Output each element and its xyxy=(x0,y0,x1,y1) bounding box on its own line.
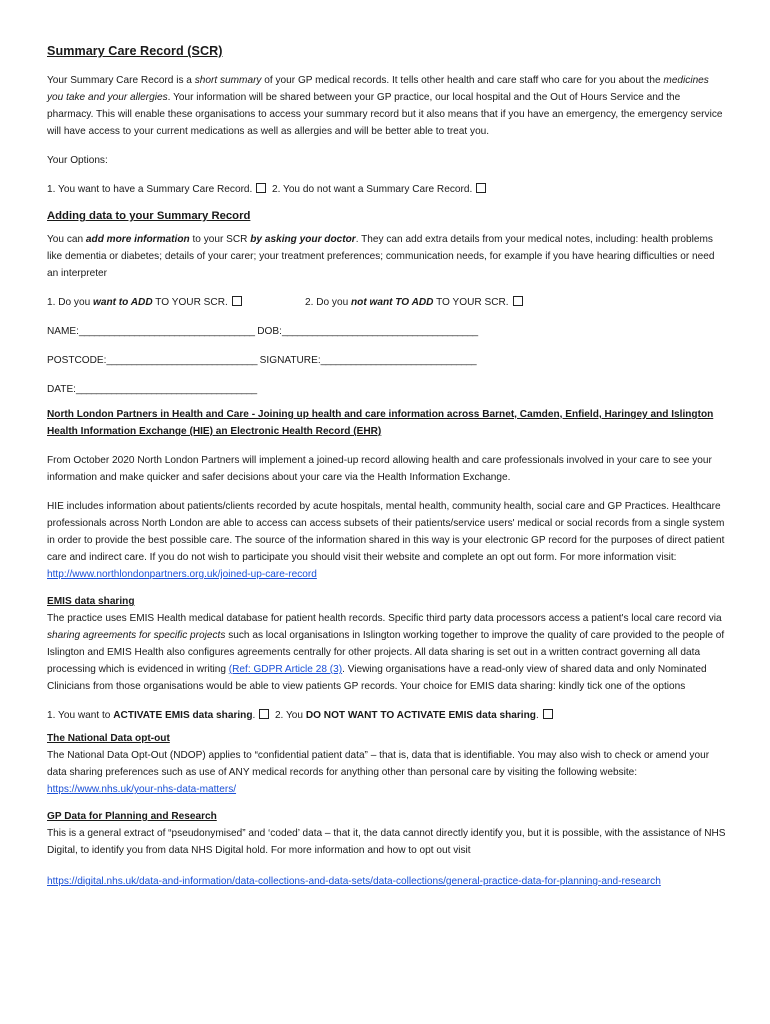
scr-option-1-checkbox[interactable] xyxy=(256,183,266,193)
add-option-2-emphasis: not want TO ADD xyxy=(351,297,434,308)
adding-data-heading: Adding data to your Summary Record xyxy=(47,210,251,222)
scr-options-row xyxy=(47,181,727,198)
name-label: NAME: xyxy=(47,326,79,337)
postcode-signature-row xyxy=(47,352,727,369)
emis-text-1: The practice uses EMIS Health medical database for patient health records. Specific third party data processors access a patient's local care record via xyxy=(47,613,722,624)
nlp-paragraph-1: From October 2020 North London Partners will implement a joined-up record allowing health and care professionals involved in your care to see your information and make quicker and safer decisions about your care via the Health Information Exchange. xyxy=(47,455,712,483)
intro-text-1: Your Summary Care Record is a xyxy=(47,75,195,86)
emis-heading: EMIS data sharing xyxy=(47,596,135,607)
signature-field[interactable]: _______________________________ xyxy=(320,355,477,366)
gp-data-heading: GP Data for Planning and Research xyxy=(47,811,217,822)
page-title: Summary Care Record (SCR) xyxy=(47,44,223,58)
add-option-1-post: TO YOUR SCR. xyxy=(152,297,228,308)
adding-text-1: You can xyxy=(47,234,86,245)
scr-option-2-checkbox[interactable] xyxy=(476,183,486,193)
emis-option-1-checkbox[interactable] xyxy=(259,709,269,719)
date-row xyxy=(47,381,727,398)
date-field[interactable]: ____________________________________ xyxy=(75,384,257,395)
add-options-row xyxy=(47,294,727,311)
emis-options-row xyxy=(47,707,727,724)
name-field[interactable]: ___________________________________ xyxy=(78,326,255,337)
document-page xyxy=(47,44,727,890)
adding-emphasis-2: by asking your doctor xyxy=(250,234,356,245)
add-option-2-pre: 2. Do you xyxy=(305,297,352,308)
postcode-field[interactable]: ______________________________ xyxy=(106,355,257,366)
intro-emphasis-2: medicines you take and your allergies xyxy=(47,75,709,103)
postcode-label: POSTCODE: xyxy=(47,355,107,366)
adding-data-paragraph xyxy=(47,231,727,282)
emis-paragraph xyxy=(47,610,727,695)
scr-option-2-label: 2. You do not want a Summary Care Record. xyxy=(271,184,473,195)
ndop-heading: The National Data opt-out xyxy=(47,733,170,744)
emis-option-1-pre: 1. You want to xyxy=(47,710,114,721)
add-option-1 xyxy=(47,294,305,311)
add-option-2-checkbox[interactable] xyxy=(513,296,523,306)
scr-option-1-label: 1. You want to have a Summary Care Record. xyxy=(47,184,253,195)
emis-option-1-bold: ACTIVATE EMIS data sharing xyxy=(113,710,253,721)
emis-option-1-post: . xyxy=(252,710,256,721)
add-option-1-checkbox[interactable] xyxy=(232,296,242,306)
gp-data-link-row xyxy=(47,873,727,890)
date-label: DATE: xyxy=(47,384,76,395)
emis-option-2-pre: 2. You xyxy=(274,710,306,721)
nlp-paragraph-2-text: HIE includes information about patients/clients recorded by acute hospitals, mental health, community health, social care and GP Practices. Healthcare professionals across North London are able to access can access subsets of their patients/service users' medical or social records from a single system in order to provide the best possible care. The source of the information shared in this way is your electronic GP record for the purposes of direct patient care and indirect care. If you do not wish to participate you should visit their website and complete an opt out form. For more information visit: xyxy=(47,501,725,563)
emis-text-2: such as local organisations in Islington working together to improve the quality of care provided to the people of Islington and EMIS Health also configures agreements centrally for other projects. All data sharing is set out in a written contract governing all data processing which is evidenced in writing xyxy=(47,630,725,675)
gp-data-paragraph: This is a general extract of “pseudonymised” and ‘coded’ data – that it, the data cannot directly identify you, but it is possible, with the assistance of NHS Digital, to identify you from data NHS Digital hold. For more information and how to opt out visit xyxy=(47,828,726,856)
add-option-2-post: TO YOUR SCR. xyxy=(433,297,509,308)
signature-label: SIGNATURE: xyxy=(256,355,321,366)
adding-text-2: to your SCR xyxy=(189,234,251,245)
ndop-text: The National Data Opt-Out (NDOP) applies to “confidential patient data” – that is, data that is identifiable. You may also wish to check or amend your data sharing preferences such as use of ANY medical records for anything other than personal care by visiting the following website: xyxy=(47,750,710,778)
gdpr-article-link[interactable]: (Ref: GDPR Article 28 (3) xyxy=(228,664,343,675)
add-option-1-pre: 1. Do you xyxy=(47,297,94,308)
intro-paragraph xyxy=(47,72,727,140)
intro-text-3: . Your information will be shared between your GP practice, our local hospital and the Out of Hours Service and the pharmacy. This will enable these organisations to access your summary record but it also means that if you have an emergency, the emergency service will have access to your current medications as well as allergies and will be better able to treat you. xyxy=(47,92,723,137)
ndop-link[interactable]: https://www.nhs.uk/your-nhs-data-matters/ xyxy=(47,784,237,795)
emis-option-2-bold: DO NOT WANT TO ACTIVATE EMIS data sharing xyxy=(305,710,536,721)
emis-option-2-checkbox[interactable] xyxy=(543,709,553,719)
options-label: Your Options: xyxy=(47,155,108,166)
adding-text-3: . They can add extra details from your medical notes, including: health problems like dementia or diabetes; details of your carer; your treatment preferences; communication needs, for example if you have hearing difficulties or need an interpreter xyxy=(47,234,715,279)
name-dob-row xyxy=(47,323,727,340)
intro-text-2: of your GP medical records. It tells other health and care staff who care for you about the xyxy=(261,75,664,86)
add-option-1-emphasis: want to ADD xyxy=(93,297,153,308)
emis-text-3: . Viewing organisations have a read-only view of shared data and only Nominated Clinicians from those organisations would be able to view patients GP records. Your choice for EMIS data sharing: kindly tick one of the options xyxy=(47,664,707,692)
gp-data-link[interactable]: https://digital.nhs.uk/data-and-information/data-collections-and-data-sets/data-collections/general-practice-data-for-planning-and-research xyxy=(47,876,661,887)
emis-option-2-post: . xyxy=(535,710,539,721)
add-option-2 xyxy=(305,294,523,311)
dob-field[interactable]: _______________________________________ xyxy=(281,326,478,337)
adding-emphasis-1: add more information xyxy=(85,234,190,245)
nlp-heading: North London Partners in Health and Care - Joining up health and care information across Barnet, Camden, Enfield, Haringey and Islington Health Information Exchange (HIE) an Electronic Health Record (EHR) xyxy=(47,409,714,437)
ndop-paragraph xyxy=(47,747,727,798)
dob-label: DOB: xyxy=(254,326,282,337)
intro-emphasis-1: short summary xyxy=(194,75,262,86)
nlp-link[interactable]: http://www.northlondonpartners.org.uk/joined-up-care-record xyxy=(47,569,317,580)
nlp-paragraph-2 xyxy=(47,498,727,583)
emis-emphasis: sharing agreements for specific projects xyxy=(47,630,226,641)
